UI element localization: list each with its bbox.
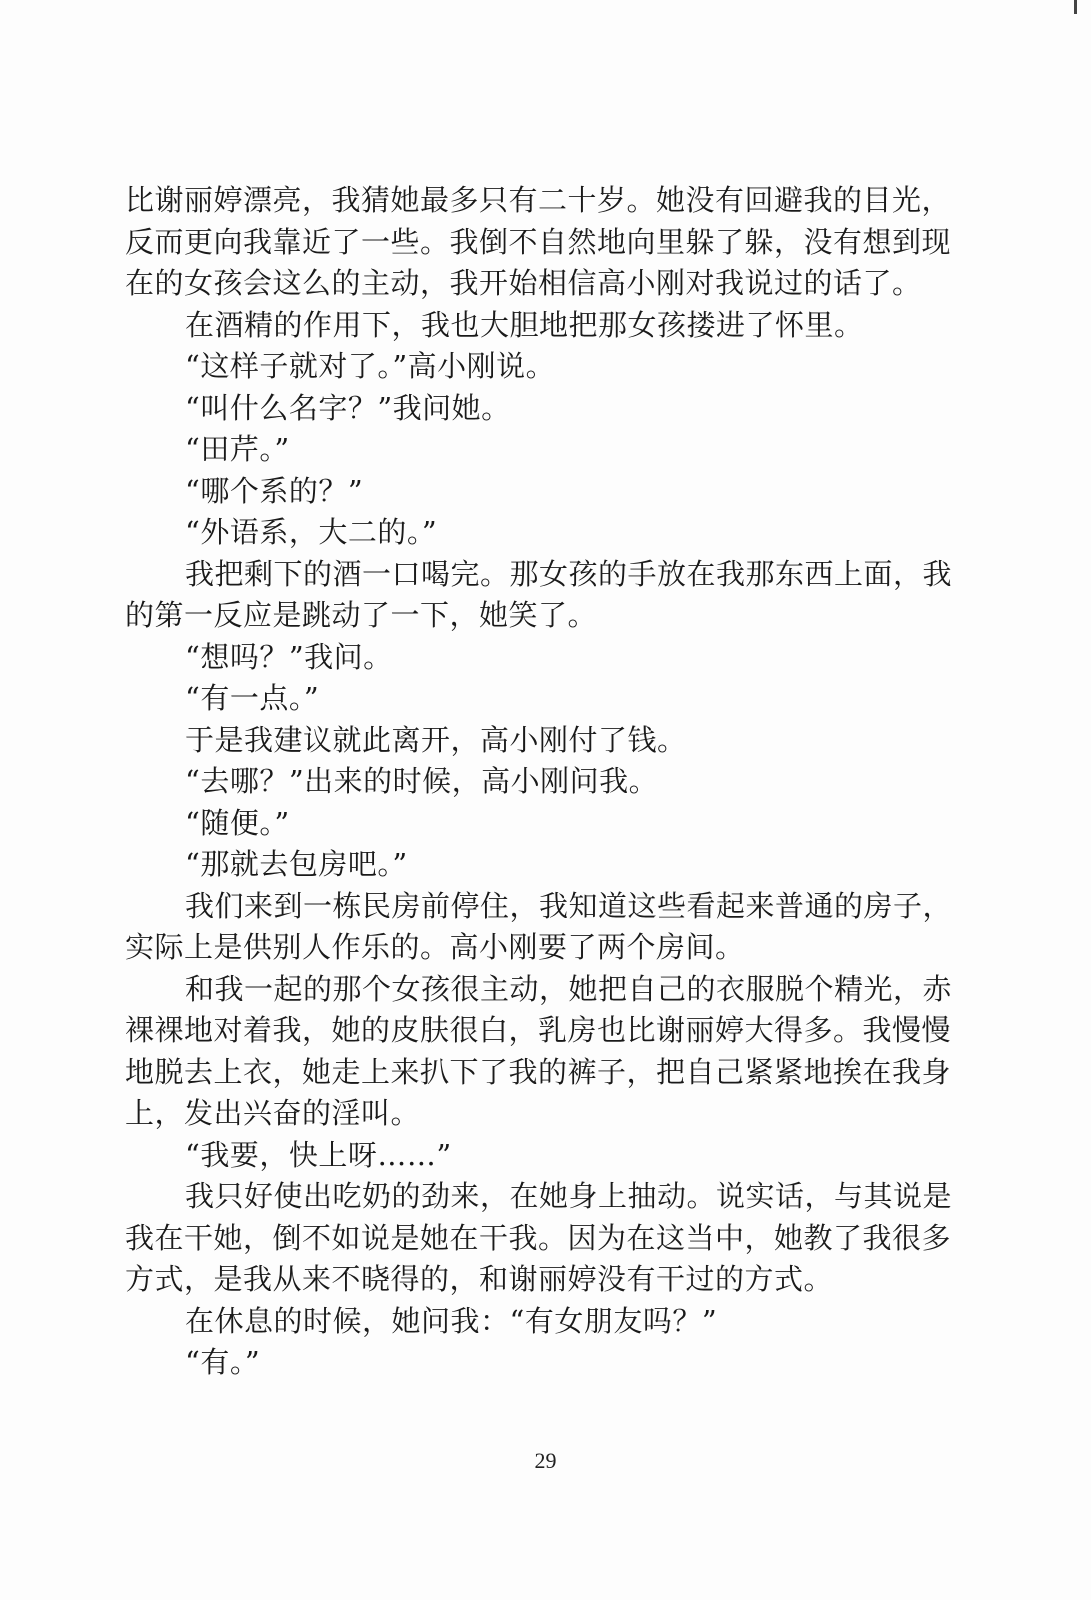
text-line: “叫什么名字？”我问她。 — [185, 390, 511, 425]
text-line: 我在干她，倒不如说是她在干我。因为在这当中，她教了我很多 — [125, 1220, 952, 1255]
text-line: 在酒精的作用下，我也大胆地把那女孩搂进了怀里。 — [185, 307, 864, 342]
text-line: “随便。” — [185, 805, 290, 840]
text-line: 在的女孩会这么的主动，我开始相信高小刚对我说过的话了。 — [125, 266, 922, 300]
text-line: “想吗？”我问。 — [185, 639, 393, 674]
text-line: “哪个系的？” — [185, 473, 364, 508]
text-line: 我把剩下的酒一口喝完。那女孩的手放在我那东西上面，我 — [185, 556, 953, 591]
text-line: “外语系，大二的。” — [185, 515, 438, 549]
text-line: “去哪？”出来的时候，高小刚问我。 — [185, 764, 659, 798]
text-line: 裸裸地对着我，她的皮肤很白，乳房也比谢丽婷大得多。我慢慢 — [125, 1013, 952, 1047]
text-line: “有。” — [185, 1345, 261, 1379]
text-line: 实际上是供别人作乐的。高小刚要了两个房间。 — [125, 930, 745, 964]
page-number: 29 — [534, 1448, 557, 1473]
text-line: 我们来到一栋民房前停住，我知道这些看起来普通的房子， — [185, 888, 953, 923]
text-line: 在休息的时候，她问我：“有女朋友吗？” — [185, 1303, 718, 1338]
text-line: 的第一反应是跳动了一下，她笑了。 — [125, 598, 598, 632]
text-line: 和我一起的那个女孩很主动，她把自己的衣服脱个精光，赤 — [185, 971, 953, 1006]
text-line: 于是我建议就此离开，高小刚付了钱。 — [185, 722, 687, 757]
text-line: “田芹。” — [185, 432, 290, 466]
text-line: “有一点。” — [185, 681, 320, 715]
text-line: “这样子就对了。”高小刚说。 — [185, 349, 556, 383]
text-line: 比谢丽婷漂亮，我猜她最多只有二十岁。她没有回避我的目光， — [125, 183, 952, 217]
text-line: 上，发出兴奋的淫叫。 — [125, 1096, 421, 1130]
text-line: “我要，快上呀……” — [185, 1137, 452, 1172]
text-line: “那就去包房吧。” — [185, 847, 408, 881]
body-text — [125, 180, 955, 1384]
text-line: 方式，是我从来不晓得的，和谢丽婷没有干过的方式。 — [125, 1262, 834, 1296]
text-line: 我只好使出吃奶的劲来，在她身上抽动。说实话，与其说是 — [185, 1179, 953, 1213]
text-line: 地脱去上衣，她走上来扒下了我的裤子，把自己紧紧地挨在我身 — [125, 1054, 952, 1089]
text-line: 反而更向我靠近了一些。我倒不自然地向里躲了躲，没有想到现 — [125, 224, 952, 259]
page-edge-mark — [1074, 0, 1077, 14]
